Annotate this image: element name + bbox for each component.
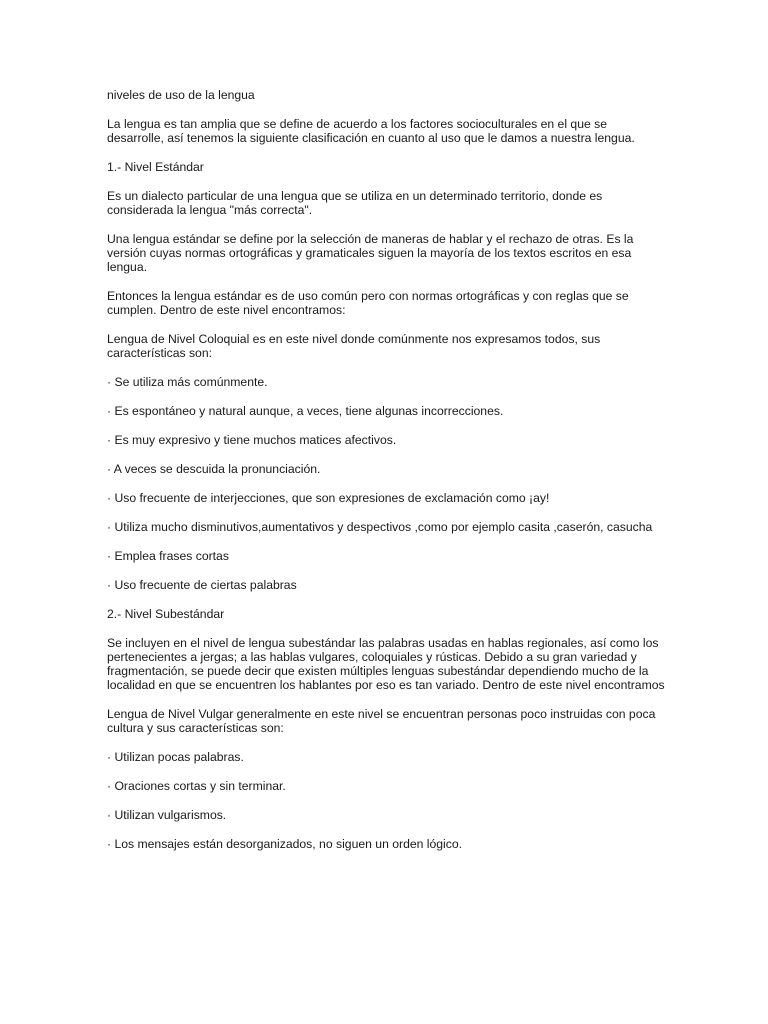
list-item: · Uso frecuente de ciertas palabras [107, 578, 297, 592]
paragraph: Entonces la lengua estándar es de uso común pero con normas ortográficas y con reglas que se cumplen. Dentro de este nivel encontramos: [107, 289, 629, 317]
document-page [107, 88, 667, 866]
paragraph: Es un dialecto particular de una lengua que se utiliza en un determinado territorio, donde es considerada la lengua "más correcta". [107, 189, 603, 217]
list-item: · Es muy expresivo y tiene muchos matices afectivos. [107, 433, 397, 447]
list-item: · A veces se descuida la pronunciación. [107, 462, 321, 476]
list-item: · Emplea frases cortas [107, 549, 229, 563]
list-item: · Uso frecuente de interjecciones, que son expresiones de exclamación como ¡ay! [107, 491, 550, 505]
list-item: · Utilizan vulgarismos. [107, 808, 227, 822]
section-heading-estandar: 1.- Nivel Estándar [107, 160, 204, 174]
paragraph: Una lengua estándar se define por la selección de maneras de hablar y el rechazo de otras. Es la versión cuyas normas ortográficas y gramaticales siguen la mayoría de los textos escritos en esa lengua. [107, 232, 634, 274]
paragraph: Se incluyen en el nivel de lengua subestándar las palabras usadas en hablas regionales, así como los pertenecientes a jergas; a las hablas vulgares, coloquiales y rústicas. Debido a su gran variedad y fragmentación, se puede decir que existen múltiples lenguas subestándar dependiendo mucho de la localidad en que se encuentren los hablantes por eso es tan variado. Dentro de este nivel encontramos [107, 636, 665, 692]
paragraph: Lengua de Nivel Coloquial es en este nivel donde comúnmente nos expresamos todos, sus características son: [107, 332, 601, 360]
section-heading-subestandar: 2.- Nivel Subestándar [107, 607, 225, 621]
paragraph: Lengua de Nivel Vulgar generalmente en este nivel se encuentran personas poco instruidas con poca cultura y sus características son: [107, 707, 656, 735]
list-item: · Se utiliza más comúnmente. [107, 375, 268, 389]
document-title: niveles de uso de la lengua [107, 88, 255, 102]
intro-paragraph: La lengua es tan amplia que se define de acuerdo a los factores socioculturales en el que se desarrolle, así tenemos la siguiente clasificación en cuanto al uso que le damos a nuestra lengua. [107, 117, 635, 145]
list-item: · Utilizan pocas palabras. [107, 750, 244, 764]
list-item: · Los mensajes están desorganizados, no siguen un orden lógico. [107, 837, 463, 851]
list-item: · Oraciones cortas y sin terminar. [107, 779, 286, 793]
list-item: · Es espontáneo y natural aunque, a veces, tiene algunas incorrecciones. [107, 404, 504, 418]
list-item: · Utiliza mucho disminutivos,aumentativos y despectivos ,como por ejemplo casita ,caserón, casucha [107, 520, 653, 534]
